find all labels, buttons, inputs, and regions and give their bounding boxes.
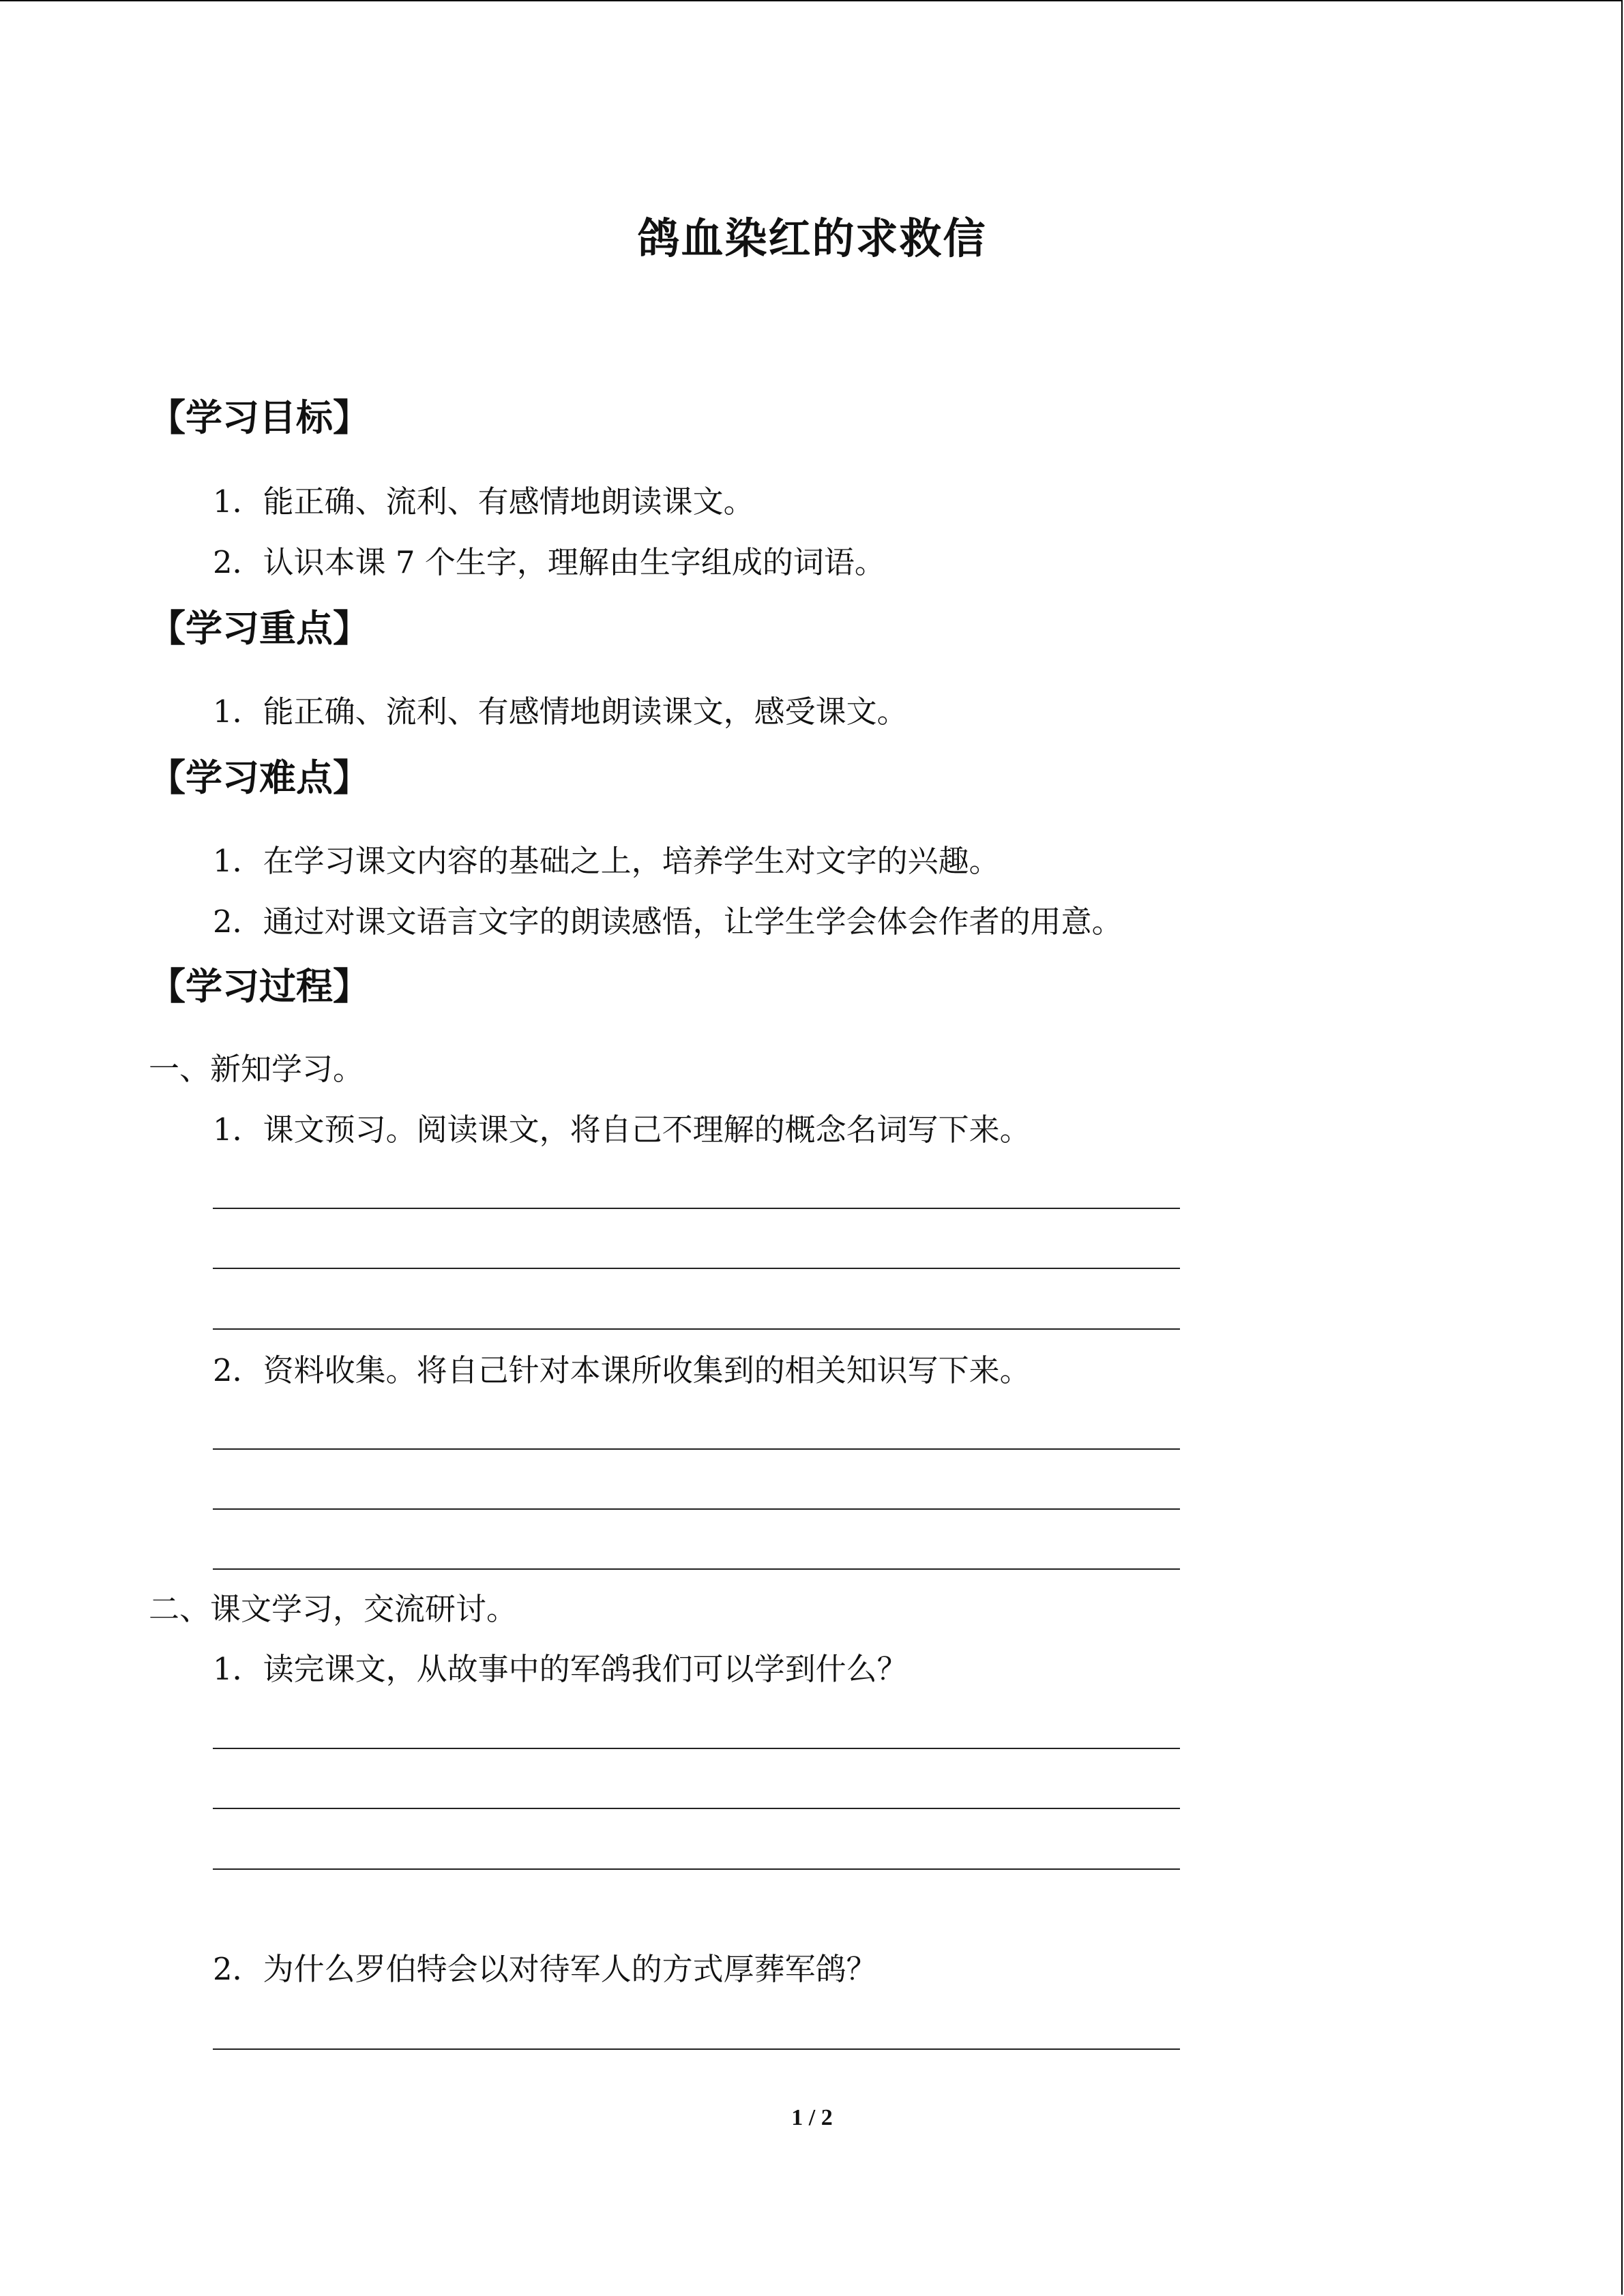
answer-line[interactable] xyxy=(213,1568,1180,1570)
question-learn-from-pigeon: 1．读完课文，从故事中的军鸽我们可以学到什么？ xyxy=(213,1651,908,1687)
difficulty-item-2: 2．通过对课文语言文字的朗读感悟，让学生学会体会作者的用意。 xyxy=(213,904,1123,940)
question-preview: 1．课文预习。阅读课文，将自己不理解的概念名词写下来。 xyxy=(213,1112,1031,1148)
answer-line[interactable] xyxy=(213,1748,1180,1749)
answer-line[interactable] xyxy=(213,1448,1180,1450)
heading-objectives: 【学习目标】 xyxy=(149,396,370,439)
page-number: 1 / 2 xyxy=(791,2105,833,2130)
answer-line[interactable] xyxy=(213,1808,1180,1809)
heading-process: 【学习过程】 xyxy=(149,965,370,1008)
page-title: 鸽血染红的求救信 xyxy=(637,213,987,263)
answer-line[interactable] xyxy=(213,1208,1180,1209)
section-new-knowledge: 一、新知学习。 xyxy=(149,1051,364,1087)
key-point-item-1: 1．能正确、流利、有感情地朗读课文，感受课文。 xyxy=(213,694,908,730)
question-materials: 2．资料收集。将自己针对本课所收集到的相关知识写下来。 xyxy=(213,1352,1031,1388)
answer-line[interactable] xyxy=(213,1268,1180,1269)
question-burial: 2．为什么罗伯特会以对待军人的方式厚葬军鸽？ xyxy=(213,1951,877,1987)
objective-item-2: 2．认识本课 7 个生字，理解由生字组成的词语。 xyxy=(213,544,885,580)
answer-line[interactable] xyxy=(213,1868,1180,1870)
heading-difficulties: 【学习难点】 xyxy=(149,756,370,799)
answer-line[interactable] xyxy=(213,2048,1180,2050)
objective-item-1: 1．能正确、流利、有感情地朗读课文。 xyxy=(213,483,754,520)
section-text-study: 二、课文学习，交流研讨。 xyxy=(149,1591,518,1627)
answer-line[interactable] xyxy=(213,1328,1180,1330)
heading-key-points: 【学习重点】 xyxy=(149,607,370,650)
difficulty-item-1: 1．在学习课文内容的基础之上，培养学生对文字的兴趣。 xyxy=(213,843,1000,879)
answer-line[interactable] xyxy=(213,1508,1180,1510)
